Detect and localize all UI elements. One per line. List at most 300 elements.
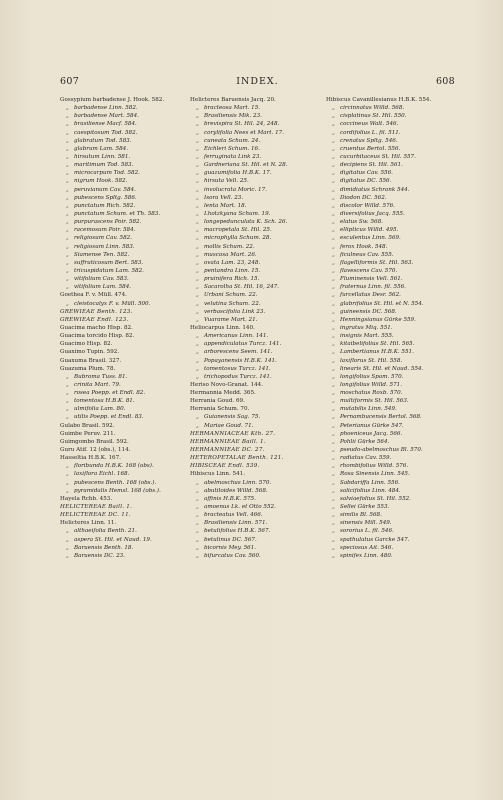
index-entry-text: ferruginata Link 23. (204, 153, 262, 160)
index-entry (60, 487, 190, 495)
index-entry-text: pruinifera Rich. 15. (204, 276, 260, 283)
index-entry (60, 454, 190, 462)
index-entry (60, 552, 190, 560)
index-entry-text: Peterianus Gürke 547. (340, 422, 404, 429)
index-entry-text: coccineus Walt. 546. (340, 121, 399, 128)
index-entry-text: Gardneriana St. Hil. et N. 28. (204, 162, 288, 169)
ditto-mark: „ (66, 471, 69, 478)
index-entry (190, 275, 320, 283)
index-entry (60, 316, 190, 324)
index-entry (190, 422, 320, 430)
ditto-mark: „ (196, 495, 199, 502)
index-entry-text: spathulatus Garcke 547. (340, 536, 410, 543)
index-entry-text: Vuarame Mart. 21. (204, 316, 258, 323)
index-entry (326, 389, 456, 397)
index-entry (326, 357, 456, 365)
ditto-mark: „ (332, 471, 335, 478)
index-entry (60, 397, 190, 405)
index-entry (60, 308, 190, 316)
index-entry-text: HIBISCEAE Endl. 539. (190, 463, 260, 470)
ditto-mark: „ (332, 227, 335, 234)
index-entry (60, 446, 190, 454)
index-entry (60, 194, 190, 202)
index-entry (60, 381, 190, 389)
index-entry (326, 283, 456, 291)
ditto-mark: „ (332, 341, 335, 348)
index-entry-text: discolor Willd. 576. (340, 202, 395, 209)
index-entry-text: appendiculatus Turcz. 141. (204, 341, 282, 348)
index-entry (326, 112, 456, 120)
index-entry (326, 153, 456, 161)
index-entry (190, 234, 320, 242)
ditto-mark: „ (66, 487, 69, 494)
index-entry-text: radiatus Cav. 559. (340, 455, 392, 462)
ditto-mark: „ (66, 227, 69, 234)
ditto-mark: „ (196, 227, 199, 234)
index-entry-text: spinifex Linn. 480. (340, 552, 393, 559)
ditto-mark: „ (196, 267, 199, 274)
index-entry-text: Brasiliensis Linn. 571. (204, 520, 268, 527)
index-entry (326, 503, 456, 511)
ditto-mark: „ (66, 414, 69, 421)
index-entry (326, 202, 456, 210)
ditto-mark: „ (332, 349, 335, 356)
index-entry-text: phoeniceus Jacq. 566. (340, 430, 403, 437)
index-entry (326, 96, 456, 104)
ditto-mark: „ (332, 105, 335, 112)
page-header (60, 76, 455, 90)
ditto-mark: „ (196, 544, 199, 551)
ditto-mark: „ (196, 235, 199, 242)
ditto-mark: „ (196, 202, 199, 209)
index-entry-text: Lhotzkyana Schum. 19. (204, 210, 271, 217)
ditto-mark: „ (332, 520, 335, 527)
ditto-mark: „ (196, 308, 199, 315)
index-entry (190, 308, 320, 316)
index-entry (326, 544, 456, 552)
ditto-mark: „ (66, 284, 69, 291)
index-entry-text: laxiflora Eichl. 168. (74, 471, 130, 478)
ditto-mark: „ (66, 145, 69, 152)
page-number-right: 608 (435, 76, 455, 87)
index-entry-text: guineensis DC. 568. (340, 308, 397, 315)
index-entry-text: tomentosa H.B.K. 81. (74, 398, 135, 405)
index-entry-text: guazumifolia H.B.K. 17. (204, 170, 272, 177)
index-entry (190, 129, 320, 137)
index-entry (190, 405, 320, 413)
index-entry (190, 397, 320, 405)
index-entry (60, 413, 190, 421)
index-entry (190, 413, 320, 421)
index-entry (326, 552, 456, 560)
index-entry-text: punctatum Schum. et Th. 583. (74, 210, 161, 217)
index-entry-text: Hermannia Medd. 365. (190, 390, 256, 397)
ditto-mark: „ (332, 276, 335, 283)
index-entry (326, 340, 456, 348)
index-entry-text: Lambertianus H.B.K. 551. (340, 349, 414, 356)
index-entry (60, 283, 190, 291)
index-entry (60, 226, 190, 234)
index-entry (60, 324, 190, 332)
index-entry (190, 145, 320, 153)
index-entry (190, 536, 320, 544)
ditto-mark: „ (196, 512, 199, 519)
index-entry-text: betulifolius H.B.K. 567. (204, 528, 271, 535)
index-entry-text: arborescens Seem. 141. (204, 349, 273, 356)
ditto-mark: „ (196, 219, 199, 226)
index-entry-text: Hasseltia H.B.K. 167. (60, 455, 121, 462)
index-entry-text: ficulneus Cav. 555. (340, 251, 394, 258)
index-entry-text: decipiens St. Hil. 561. (340, 162, 403, 169)
index-entry-text: hirsuta Vell. 25. (204, 178, 249, 185)
index-entry (190, 348, 320, 356)
ditto-mark: „ (332, 438, 335, 445)
index-entry (190, 430, 320, 438)
ditto-mark: „ (332, 259, 335, 266)
index-entry (326, 438, 456, 446)
index-entry-text: Sacarolha St. Hil. 16, 247. (204, 284, 279, 291)
index-entry-text: digitatus Cav. 556. (340, 170, 393, 177)
ditto-mark: „ (332, 504, 335, 511)
index-entry-text: nigrum Hook. 582. (74, 178, 128, 185)
index-entry-text: Guaxuma Brasil. 327. (60, 357, 122, 364)
ditto-mark: „ (196, 357, 199, 364)
index-entry (326, 104, 456, 112)
index-entry-text: fraternus Linn. fil. 556. (340, 284, 406, 291)
index-entry-text: abutiloides Willd. 568. (204, 487, 268, 494)
ditto-mark: „ (66, 381, 69, 388)
index-entry-text: amoenus Lk. et Otto 552. (204, 504, 276, 511)
index-entry-text: Guimbe Peruv. 211. (60, 430, 116, 437)
ditto-mark: „ (332, 162, 335, 169)
index-entry-text: Americanus Linn. 141. (204, 333, 269, 340)
index-entry-text: racemosum Poir. 584. (74, 227, 136, 234)
index-entry-text: HERMANNIACEAE Kth. 27. (190, 430, 276, 437)
index-entry-text: cordifolius L. fil. 511. (340, 129, 401, 136)
ditto-mark: „ (196, 292, 199, 299)
index-entry-text: sororius L. fil. 546. (340, 528, 394, 535)
index-entry-text: Pernambucensis Bertol. 568. (340, 414, 422, 421)
index-entry-text: glabratum Tod. 583. (74, 137, 132, 144)
index-entry (190, 177, 320, 185)
index-column-2 (190, 96, 320, 560)
ditto-mark: „ (196, 341, 199, 348)
ditto-mark: „ (196, 365, 199, 372)
ditto-mark: „ (196, 422, 199, 429)
index-entry (190, 462, 320, 470)
index-entry (190, 332, 320, 340)
index-entry-text: floribunda H.B.K. 168 (obs). (74, 463, 154, 470)
index-entry-text: involucrata Moric. 17. (204, 186, 267, 193)
ditto-mark: „ (66, 536, 69, 543)
index-entry (326, 226, 456, 234)
index-entry-text: HERMANNIEAE DC. 27. (190, 447, 265, 454)
index-entry-text: Guacimo Hisp. 82. (60, 341, 113, 348)
index-entry-text: pseudo-abelmoschus Bl. 570. (340, 447, 423, 454)
ditto-mark: „ (196, 333, 199, 340)
index-entry-text: Hibiscus Cavanillesianus H.B.K. 554. (326, 97, 432, 103)
index-entry (60, 218, 190, 226)
index-entry (326, 300, 456, 308)
ditto-mark: „ (66, 463, 69, 470)
index-column-3 (326, 96, 456, 560)
ditto-mark: „ (332, 145, 335, 152)
index-entry (60, 161, 190, 169)
ditto-mark: „ (332, 479, 335, 486)
index-entry (326, 316, 456, 324)
index-entry-text: tricuspidatum Lam. 582. (74, 267, 144, 274)
index-entry-text: Baruensis Benth. 18. (74, 544, 134, 551)
index-entry-text: ferox Hook. 548. (340, 243, 388, 250)
index-entry-text: linearis St. Hil. et Naud. 554. (340, 365, 424, 372)
index-entry-text: microphylla Schum. 28. (204, 235, 272, 242)
ditto-mark: „ (66, 300, 69, 307)
ditto-mark: „ (196, 243, 199, 250)
index-entry (326, 446, 456, 454)
ditto-mark: „ (332, 333, 335, 340)
index-entry (326, 527, 456, 535)
index-entry (190, 267, 320, 275)
index-entry (190, 120, 320, 128)
index-entry-text: bracteosa Mart. 15. (204, 105, 261, 112)
ditto-mark: „ (66, 137, 69, 144)
index-entry (60, 503, 190, 511)
index-entry-text: tomentosus Turcz. 141. (204, 365, 271, 372)
index-entry (190, 243, 320, 251)
index-entry (190, 495, 320, 503)
index-entry (60, 300, 190, 308)
index-entry-text: corylifolia Nees et Mart. 17. (204, 129, 284, 136)
index-entry (326, 324, 456, 332)
index-entry-text: circinnatus Willd. 568. (340, 105, 405, 112)
ditto-mark: „ (332, 544, 335, 551)
index-entry-text: lenta Mart. 18. (204, 202, 247, 209)
index-entry (190, 259, 320, 267)
index-entry (60, 373, 190, 381)
ditto-mark: „ (196, 479, 199, 486)
index-entry-text: glabrum Lam. 584. (74, 145, 129, 152)
index-entry (190, 340, 320, 348)
index-entry (60, 186, 190, 194)
index-entry (60, 243, 190, 251)
ditto-mark: „ (196, 504, 199, 511)
index-entry (326, 218, 456, 226)
index-entry (326, 495, 456, 503)
index-entry-text: Helicteres Linn. 11. (60, 520, 117, 527)
ditto-mark: „ (332, 324, 335, 331)
index-entry-text: betulinus DC. 567. (204, 536, 257, 543)
index-entry (326, 275, 456, 283)
index-entry-text: crenatus Spltg. 546. (340, 137, 398, 144)
index-entry (190, 511, 320, 519)
ditto-mark: „ (332, 365, 335, 372)
index-entry (190, 96, 320, 104)
index-entry-text: religiosum Cav. 582. (74, 235, 132, 242)
ditto-mark: „ (332, 512, 335, 519)
index-entry-text: longifolius Willd. 571. (340, 381, 403, 388)
index-entry-text: brevispira St. Hil. 24, 248. (204, 121, 280, 128)
index-entry (326, 120, 456, 128)
ditto-mark: „ (332, 129, 335, 136)
index-entry-text: Siamense Ten. 582. (74, 251, 130, 258)
index-entry-text: Helicteres Baruensis Jacq. 20. (190, 97, 276, 103)
ditto-mark: „ (66, 267, 69, 274)
index-entry (60, 405, 190, 413)
ditto-mark: „ (332, 414, 335, 421)
index-entry (60, 332, 190, 340)
index-entry (60, 96, 190, 104)
index-entry-text: laxiflorus St. Hil. 558. (340, 357, 403, 364)
index-entry-text: punctatum Rich. 582. (74, 202, 136, 209)
index-entry (60, 202, 190, 210)
index-entry (190, 218, 320, 226)
index-entry-text: religiosum Linn. 583. (74, 243, 135, 250)
index-entry (190, 503, 320, 511)
index-entry (326, 243, 456, 251)
index-entry (60, 462, 190, 470)
ditto-mark: „ (196, 251, 199, 258)
index-entry (60, 365, 190, 373)
index-entry (326, 519, 456, 527)
index-entry (326, 373, 456, 381)
ditto-mark: „ (66, 276, 69, 283)
index-entry-text: Gossypium barbadense J. Hook. 582. (60, 97, 165, 103)
index-entry-text: insignis Mart. 555. (340, 333, 394, 340)
index-entry-text: hirsutum Linn. 581. (74, 153, 131, 160)
ditto-mark: „ (196, 552, 199, 559)
index-entry (326, 536, 456, 544)
index-entry (326, 137, 456, 145)
index-entry (60, 544, 190, 552)
ditto-mark: „ (196, 162, 199, 169)
index-entry (326, 422, 456, 430)
index-entry (190, 161, 320, 169)
index-entry-text: Hibiscus Linn. 541. (190, 471, 246, 478)
index-entry (326, 470, 456, 478)
index-entry (190, 470, 320, 478)
ditto-mark: „ (332, 390, 335, 397)
index-entry-text: salviaefolius St. Hil. 552. (340, 495, 411, 502)
index-entry (190, 544, 320, 552)
ditto-mark: „ (66, 243, 69, 250)
index-entry (326, 365, 456, 373)
index-entry (326, 194, 456, 202)
ditto-mark: „ (332, 430, 335, 437)
index-entry (60, 389, 190, 397)
ditto-mark: „ (66, 398, 69, 405)
ditto-mark: „ (332, 121, 335, 128)
ditto-mark: „ (66, 544, 69, 551)
ditto-mark: „ (332, 153, 335, 160)
ditto-mark: „ (332, 137, 335, 144)
index-entry-text: ovata Lam. 23, 248. (204, 259, 261, 266)
index-entry (190, 381, 320, 389)
index-entry (190, 389, 320, 397)
index-entry (60, 519, 190, 527)
index-entry-text: pubescens Spltg. 586. (74, 194, 137, 201)
ditto-mark: „ (196, 300, 199, 307)
ditto-mark: „ (332, 495, 335, 502)
index-entry-text: Fluminensis Vell. 561. (340, 276, 403, 283)
page-number-left: 607 (60, 76, 80, 87)
index-entry (60, 153, 190, 161)
ditto-mark: „ (196, 373, 199, 380)
index-entry (60, 511, 190, 519)
index-entry-text: HELICTEREAE Baill. 1. (60, 504, 133, 511)
index-entry (60, 479, 190, 487)
index-entry-text: mutabilis Linn. 549. (340, 406, 397, 413)
index-entry-text: bicornis Mey. 561. (204, 544, 257, 551)
ditto-mark: „ (196, 414, 199, 421)
ditto-mark: „ (66, 202, 69, 209)
index-entry (190, 137, 320, 145)
index-entry (190, 357, 320, 365)
ditto-mark: „ (332, 170, 335, 177)
ditto-mark: „ (66, 121, 69, 128)
ditto-mark: „ (332, 267, 335, 274)
index-entry-text: GREWIEAE Benth. 123. (60, 308, 133, 315)
index-entry (190, 316, 320, 324)
ditto-mark: „ (332, 113, 335, 120)
ditto-mark: „ (66, 479, 69, 486)
index-entry (60, 527, 190, 535)
index-entry (326, 413, 456, 421)
ditto-mark: „ (196, 528, 199, 535)
index-entry (60, 177, 190, 185)
ditto-mark: „ (332, 292, 335, 299)
ditto-mark: „ (332, 210, 335, 217)
index-entry (60, 137, 190, 145)
index-entry (60, 291, 190, 299)
index-entry (190, 283, 320, 291)
index-entry-text: salicifolius Linn. 484. (340, 487, 401, 494)
ditto-mark: „ (66, 113, 69, 120)
ditto-mark: „ (332, 357, 335, 364)
index-entry-text: verbascifolia Link 23. (204, 308, 266, 315)
index-entry (60, 104, 190, 112)
index-entry-text: furcellatus Desr. 562. (340, 292, 401, 299)
index-entry (326, 348, 456, 356)
ditto-mark: „ (332, 284, 335, 291)
index-entry-text: microcarpum Tod. 582. (74, 170, 140, 177)
index-entry (190, 373, 320, 381)
index-entry (60, 275, 190, 283)
index-entry-text: Rosa Sinensis Linn. 545. (340, 471, 410, 478)
index-entry (326, 381, 456, 389)
ditto-mark: „ (196, 170, 199, 177)
index-entry-text: Hayela Rchb. 453. (60, 495, 113, 502)
index-entry-text: Herrania Schum. 70. (190, 406, 250, 413)
ditto-mark: „ (332, 455, 335, 462)
ditto-mark: „ (66, 129, 69, 136)
index-entry (190, 519, 320, 527)
ditto-mark: „ (196, 129, 199, 136)
ditto-mark: „ (196, 178, 199, 185)
index-entry (190, 194, 320, 202)
ditto-mark: „ (66, 170, 69, 177)
index-entry-text: barbadense Linn. 582. (74, 105, 138, 112)
index-entry-text: Sellei Gürke 553. (340, 504, 390, 511)
index-entry-text: maritimum Tod. 583. (74, 162, 134, 169)
index-entry-text: cisplatinus St. Hil. 550. (340, 113, 407, 120)
index-entry-text: Diodon DC. 562. (340, 194, 387, 201)
ditto-mark: „ (66, 210, 69, 217)
index-entry-text: peruvianum Cav. 584. (74, 186, 136, 193)
ditto-mark: „ (196, 145, 199, 152)
index-entry-text: aspera St. Hil. et Naud. 19. (74, 536, 152, 543)
index-entry-text: purpurascens Poir. 582. (74, 219, 142, 226)
index-entry-text: Guimgombo Brasil. 592. (60, 438, 129, 445)
